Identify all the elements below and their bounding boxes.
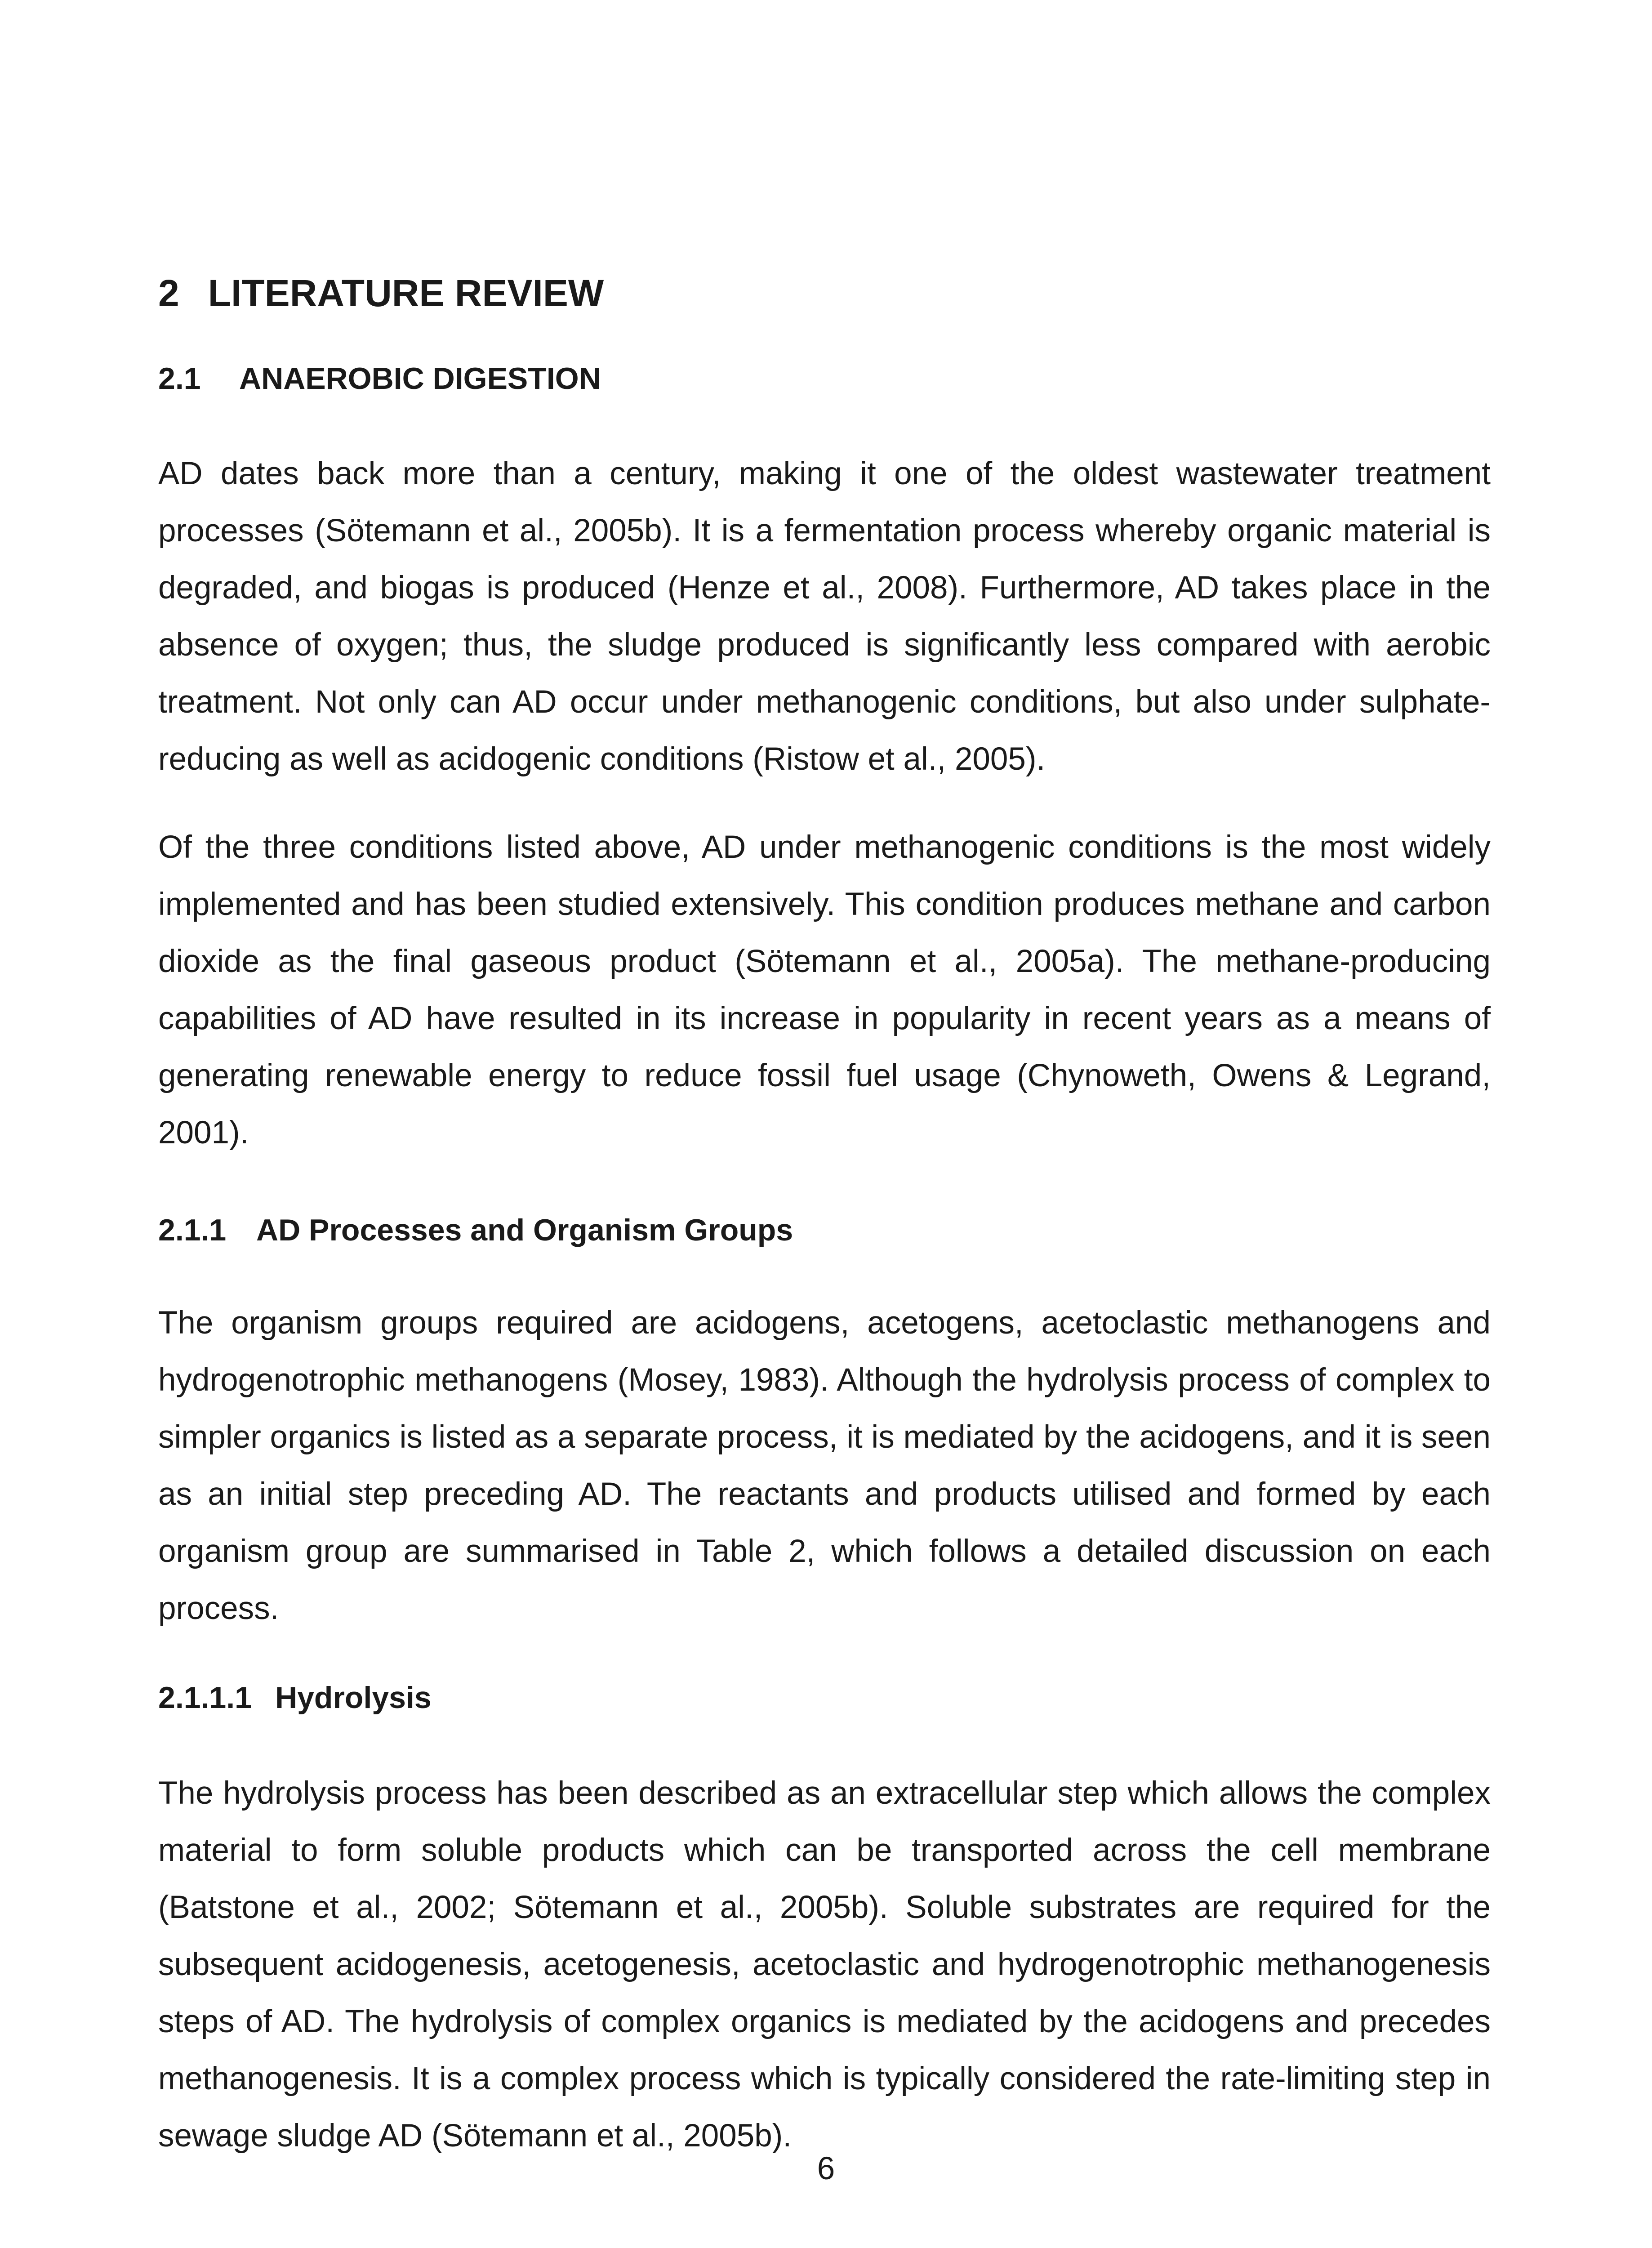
chapter-heading bbox=[158, 274, 604, 312]
chapter-title: LITERATURE REVIEW bbox=[208, 272, 604, 314]
subsection-heading bbox=[158, 1215, 793, 1245]
section-heading bbox=[158, 363, 601, 394]
subsubsection-number: 2.1.1.1 bbox=[158, 1681, 252, 1715]
section-number: 2.1 bbox=[158, 361, 201, 396]
section-paragraph-2: Of the three conditions listed above, AD under methanogenic conditions is the most widely implemented and has been studied extensively. This condition produces methane and carbon dioxide as the final gaseous product (Sötemann et al., 2005a). The methane-producing capabilities of AD have resulted in its increase in popularity in recent years as a means of generating renewable energy to reduce fossil fuel usage (Chynoweth, Owens & Legrand, 2001). bbox=[158, 830, 1491, 1151]
subsection-title: AD Processes and Organism Groups bbox=[256, 1213, 793, 1247]
subsubsection-heading bbox=[158, 1682, 432, 1713]
page-number: 6 bbox=[817, 2151, 835, 2186]
subsubsection-paragraph: The hydrolysis process has been described as an extracellular step which allows the complex material to form soluble products which can be transported across the cell membrane (Batstone et al., 2002; Sötemann et al., 2005b). Soluble substrates are required for the subsequent acidogenesis, acetogenesis, acetoclastic and hydrogenotrophic methanogenesis steps of AD. The hydrolysis of complex organics is mediated by the acidogens and precedes methanogenesis. It is a complex process which is typically considered the rate-limiting step in sewage sludge AD (Sötemann et al., 2005b). bbox=[158, 1775, 1491, 2154]
subsection-number: 2.1.1 bbox=[158, 1213, 227, 1247]
section-title: ANAEROBIC DIGESTION bbox=[239, 361, 601, 396]
subsection-paragraph: The organism groups required are acidogens, acetogens, acetoclastic methanogens and hydrogenotrophic methanogens (Mosey, 1983). Although the hydrolysis process of complex to simpler organics is listed as a separate process, it is mediated by the acidogens, and it is seen as an initial step preceding AD. The reactants and products utilised and formed by each organism group are summarised in Table 2, which follows a detailed discussion on each process. bbox=[158, 1305, 1491, 1626]
section-paragraph-1: AD dates back more than a century, making it one of the oldest wastewater treatment processes (Sötemann et al., 2005b). It is a fermentation process whereby organic material is degraded, and biogas is produced (Henze et al., 2008). Furthermore, AD takes place in the absence of oxygen; thus, the sludge produced is significantly less compared with aerobic treatment. Not only can AD occur under methanogenic conditions, but also under sulphate-reducing as well as acidogenic conditions (Ristow et al., 2005). bbox=[158, 456, 1491, 777]
chapter-number: 2 bbox=[158, 272, 179, 314]
subsubsection-title: Hydrolysis bbox=[275, 1681, 432, 1715]
